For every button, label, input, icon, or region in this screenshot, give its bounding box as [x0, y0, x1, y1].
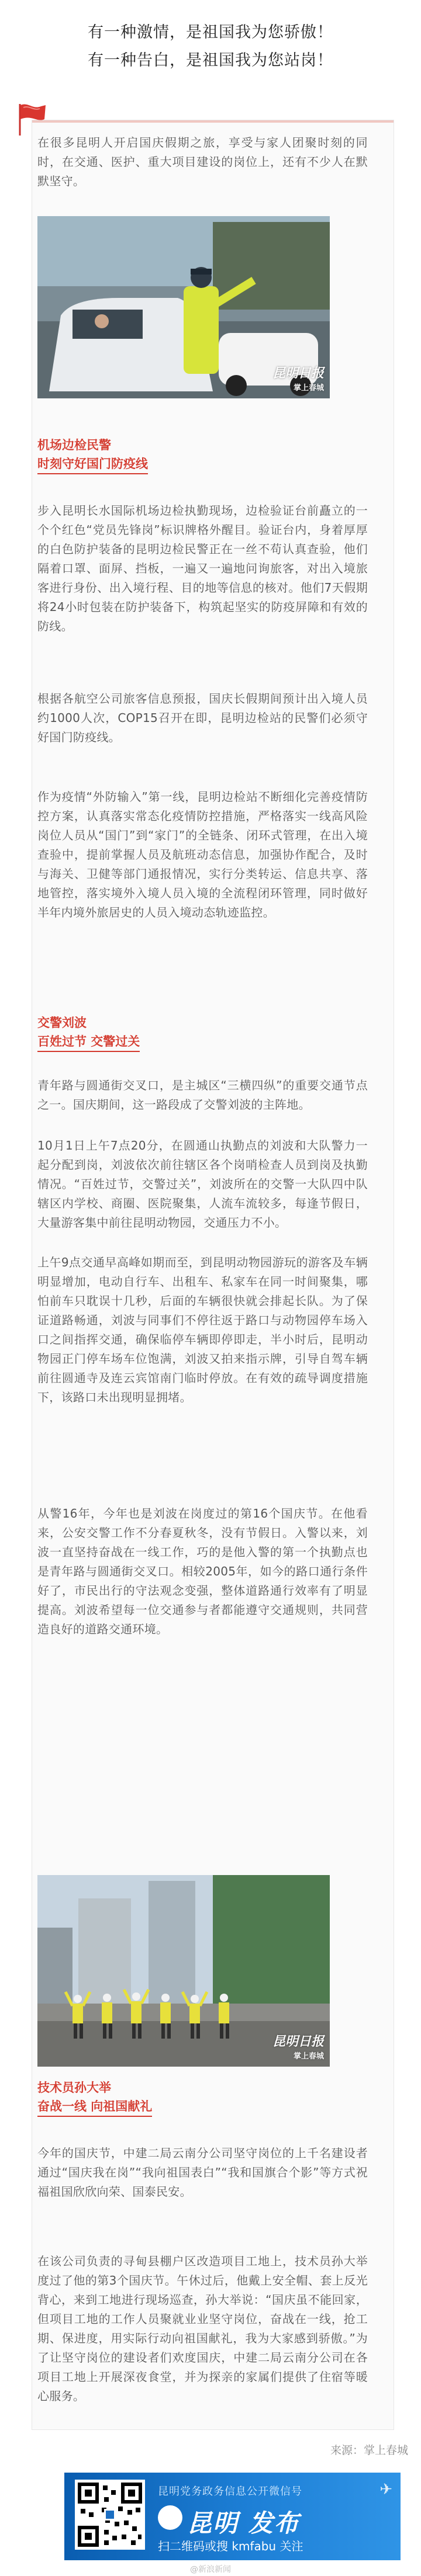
poem-line-1: 有一种激情，是祖国我为您骄傲！ — [88, 23, 333, 41]
photo-watermark: 昆明日报 掌上春城 — [272, 366, 324, 393]
qr-code-icon[interactable] — [75, 2480, 145, 2550]
section2-title: 交警刘波 百姓过节 交警过关 — [37, 1013, 140, 1052]
section1-paragraph-2: 根据各航空公司旅客信息预报，国庆长假期间预计出入境人员约1000人次，COP15召开在即，昆明边检站的民警们必须守好国门防疫线。 — [37, 692, 368, 744]
photo-watermark: 昆明日报 掌上春城 — [272, 2035, 324, 2061]
kunming-logo-icon — [158, 2505, 182, 2530]
header-poem — [0, 19, 421, 75]
paper-plane-icon: ✈ — [379, 2481, 392, 2498]
section2-paragraph-4: 从警16年，今年也是刘波在岗度过的第16个国庆节。在他看来，公安交警工作不分春夏秋冬，没有节假日。入警以来，刘波一直坚持奋战在一线工作，巧的是他入警的第一个执勤点也是青年路与圆通街交叉口。相较2005年，如今的路口通行条件好了，市民出行的守法观念变强，整体道路通行效率有了明显提高。刘波希望每一位交通参与者都能遵守交通规则，共同营造良好的道路交通环境。 — [37, 1506, 368, 1636]
section2-paragraph-1: 青年路与圆通街交叉口，是主城区“三横四纵”的重要交通节点之一。国庆期间，这一路段成了交警刘波的主阵地。 — [37, 1078, 368, 1112]
poem-line-2: 有一种告白，是祖国我为您站岗！ — [88, 51, 333, 70]
section1-paragraph-1: 步入昆明长水国际机场边检执勤现场，边检验证台前矗立的一个个红色“党员先锋岗”标识牌格外醒目。验证台内，身着厚厚的白色防护装备的昆明边检民警正在一丝不苟认真查验，他们隔着口罩、面屏、挡板，一遍又一遍地问询旅客，对出入境旅客进行身份、出入境行程、目的地等信息的核对。他们7天假期将24小时包装在防护装备下，构筑起坚实的防疫屏障和有效的防线。 — [37, 504, 368, 633]
section1-paragraph-3: 作为疫情“外防输入”第一线，昆明边检站不断细化完善疫情防控方案，认真落实常态化疫情防控措施，严格落实一线高风险岗位人员从“国门”到“家门”的全链条、闭环式管理，在出入境查验中，提前掌握人员及航班动态信息，加强协作配合，及时与海关、卫健等部门通报情况，实行分类转运、信息共享、落地管控，落实境外入境人员入境的全流程闭环管理，同时做好半年内境外旅居史的人员入境动态轨迹监控。 — [37, 790, 368, 919]
section3-title: 技术员孙大举 奋战一线 向祖国献礼 — [37, 2078, 152, 2117]
section3-paragraph-1: 今年的国庆节，中建二局云南分公司坚守岗位的上千名建设者通过“国庆我在岗”“我向祖国表白”“我和国旗合个影”等方式祝福祖国欣欣向荣、国泰民安。 — [37, 2146, 368, 2199]
banner-top-text: 昆明党务政务信息公开微信号 — [158, 2485, 302, 2498]
red-flag-icon — [16, 102, 50, 137]
photo-border-police — [37, 216, 330, 398]
banner-bottom-text: 扫二维码或搜 kmfabu 关注 — [158, 2539, 303, 2553]
source-credit: 来源：掌上春城 — [330, 2444, 408, 2457]
follow-banner[interactable] — [64, 2473, 401, 2560]
photo-construction-workers — [37, 1875, 330, 2067]
banner-brand: 昆明 发布 — [187, 2509, 300, 2537]
footer-watermark: @新浪新闻 — [190, 2565, 231, 2574]
intro-paragraph: 在很多昆明人开启国庆假期之旅，享受与家人团聚时刻的同时，在交通、医护、重大项目建设的岗位上，还有不少人在默默坚守。 — [37, 136, 368, 188]
section2-paragraph-3: 上午9点交通早高峰如期而至，到昆明动物园游玩的游客及车辆明显增加，电动自行车、出租车、私家车在同一时间聚集，哪怕前车只耽误十几秒，后面的车辆很快就会排起长队。为了保证道路畅通，刘波与同事们不停往返于路口与动物园停车场入口之间指挥交通，确保临停车辆即停即走，半小时后，昆明动物园正门停车场车位饱满，刘波又拍来指示牌，引导自驾车辆前往圆通寺及连云宾馆南门临时停放。在有效的疏导调度措施下，该路口未出现明显拥堵。 — [37, 1255, 368, 1404]
section2-paragraph-2: 10月1日上午7点20分，在圆通山执勤点的刘波和大队警力一起分配到岗，刘波依次前往辖区各个岗哨检查人员到岗及执勤情况。“百姓过节，交警过关”，刘波所在的交警一大队四中队辖区内学校、商圈、医院聚集，人流车流较多，每逢节假日，大量游客集中前往昆明动物园，交通压力不小。 — [37, 1138, 368, 1230]
section1-title: 机场边检民警 时刻守好国门防疫线 — [37, 436, 148, 474]
section3-paragraph-2: 在该公司负责的寻甸县棚户区改造项目工地上，技术员孙大举度过了他的第3个国庆节。午休过后，他戴上安全帽、套上反光背心，来到工地进行现场巡查，孙大举说：“国庆虽不能回家，但项目工地的工作人员聚就业业坚守岗位，奋战在一线，抢工期、保进度，用实际行动向祖国献礼，我为大家感到骄傲。”为了让坚守岗位的建设者们欢度国庆，中建二局云南分公司在各项目工地上开展深夜食堂，并为探亲的家属们提供了住宿等暖心服务。 — [37, 2254, 368, 2403]
